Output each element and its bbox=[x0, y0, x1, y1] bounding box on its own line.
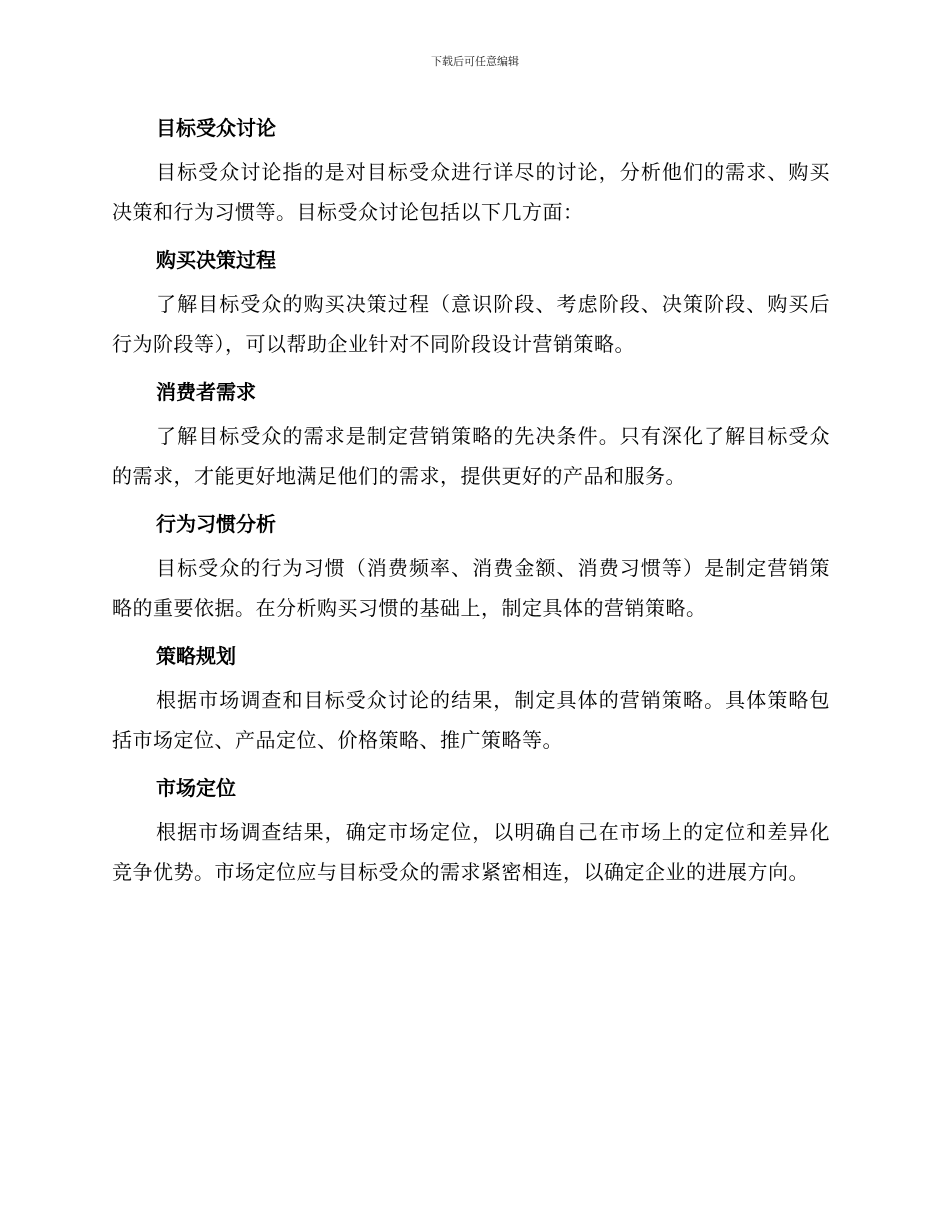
section-heading: 市场定位 bbox=[156, 776, 236, 800]
section-market-positioning bbox=[112, 768, 830, 892]
section-paragraph: 根据市场调查和目标受众讨论的结果，制定具体的营销策略。具体策略包括市场定位、产品定位、价格策略、推广策略等。 bbox=[112, 688, 830, 752]
section-heading: 目标受众讨论 bbox=[156, 116, 276, 140]
section-consumer-needs bbox=[112, 372, 830, 496]
section-heading: 策略规划 bbox=[156, 644, 236, 668]
section-purchase-decision bbox=[112, 240, 830, 364]
section-heading: 购买决策过程 bbox=[156, 248, 276, 272]
section-heading: 消费者需求 bbox=[156, 380, 256, 404]
page-header-note: 下载后可任意编辑 bbox=[431, 55, 519, 68]
section-heading: 行为习惯分析 bbox=[156, 512, 276, 536]
section-paragraph: 根据市场调查结果，确定市场定位，以明确自己在市场上的定位和差异化竞争优势。市场定位应与目标受众的需求紧密相连，以确定企业的进展方向。 bbox=[112, 820, 830, 884]
section-behavior-analysis bbox=[112, 504, 830, 628]
section-paragraph: 了解目标受众的购买决策过程（意识阶段、考虑阶段、决策阶段、购买后行为阶段等），可以帮助企业针对不同阶段设计营销策略。 bbox=[112, 292, 830, 356]
document-body bbox=[112, 108, 830, 900]
section-paragraph: 了解目标受众的需求是制定营销策略的先决条件。只有深化了解目标受众的需求，才能更好地满足他们的需求，提供更好的产品和服务。 bbox=[112, 424, 830, 488]
section-strategy-planning bbox=[112, 636, 830, 760]
section-target-audience bbox=[112, 108, 830, 232]
section-paragraph: 目标受众讨论指的是对目标受众进行详尽的讨论，分析他们的需求、购买决策和行为习惯等。目标受众讨论包括以下几方面： bbox=[112, 160, 830, 224]
section-paragraph: 目标受众的行为习惯（消费频率、消费金额、消费习惯等）是制定营销策略的重要依据。在分析购买习惯的基础上，制定具体的营销策略。 bbox=[112, 556, 830, 620]
